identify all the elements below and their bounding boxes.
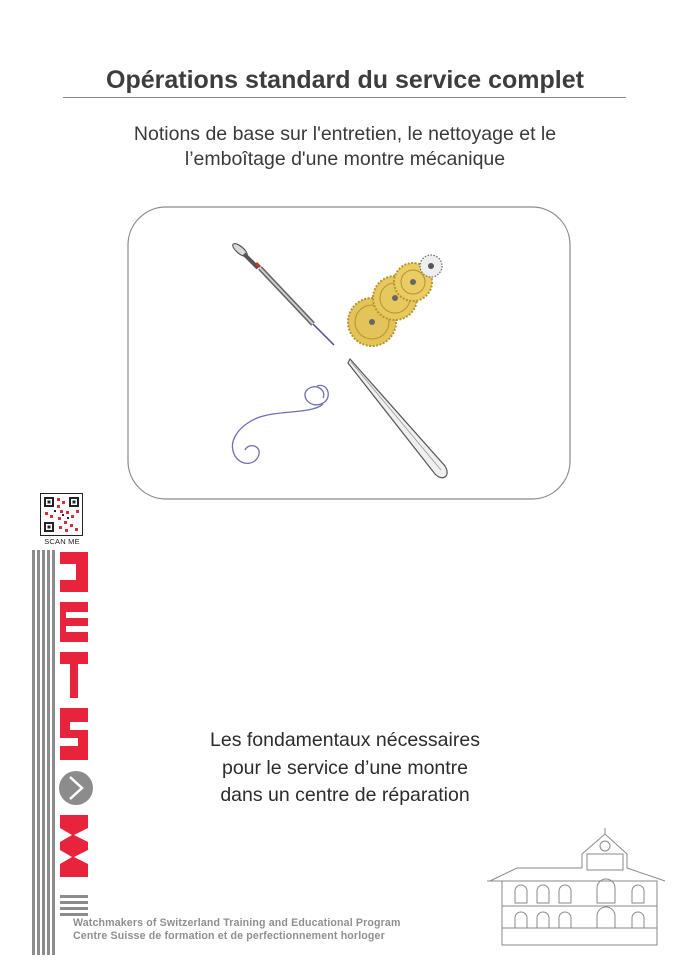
description-line: Les fondamentaux nécessaires bbox=[210, 729, 480, 751]
page-title: Opérations standard du service complet bbox=[106, 66, 584, 94]
title-divider bbox=[63, 97, 626, 98]
organization-name bbox=[73, 917, 401, 942]
description-line: dans un centre de réparation bbox=[220, 784, 470, 806]
org-line-en: Watchmakers of Switzerland Training and Educational Program bbox=[73, 917, 401, 929]
service-description bbox=[150, 727, 540, 810]
subtitle-line: Notions de base sur l'entretien, le nettoyage et le bbox=[133, 123, 557, 145]
subtitle-line: l’emboîtage d'une montre mécanique bbox=[184, 148, 506, 170]
building-illustration bbox=[487, 826, 667, 946]
scan-me-caption: SCAN ME bbox=[44, 537, 80, 546]
description-line: pour le service d’une montre bbox=[221, 756, 469, 779]
org-line-fr: Centre Suisse de formation et de perfectionnement horloger bbox=[73, 929, 385, 942]
wostep-logo bbox=[30, 550, 100, 955]
tools-illustration bbox=[127, 206, 571, 500]
subtitle bbox=[0, 122, 690, 172]
qr-code[interactable] bbox=[40, 493, 83, 536]
